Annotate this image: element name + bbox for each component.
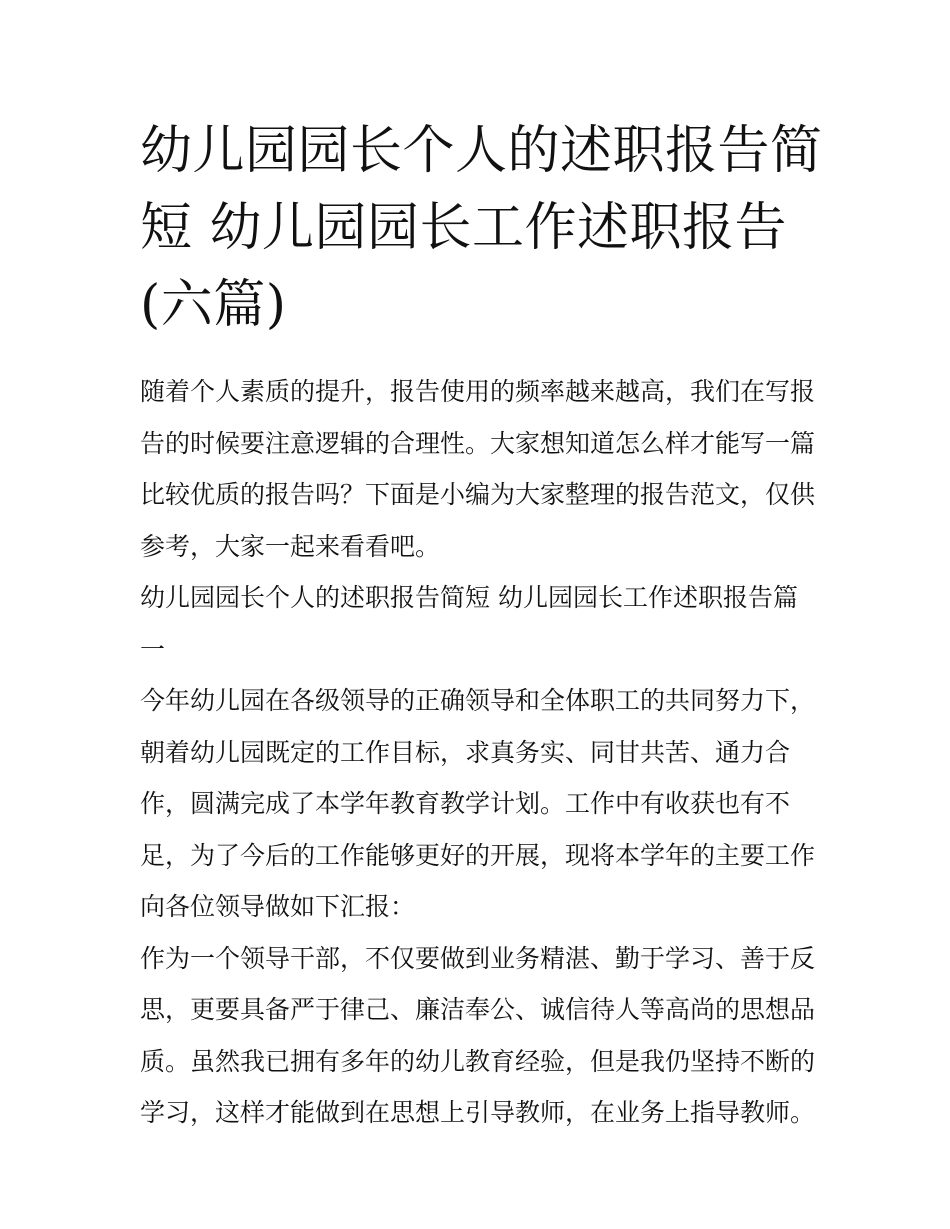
document-body [140, 366, 815, 1139]
text-line: 参考，大家一起来看看吧。 [140, 531, 441, 561]
document-title [140, 113, 823, 344]
text-line: 朝着幼儿园既定的工作目标，求真务实、同甘共苦、通力合 [140, 737, 791, 767]
text-line: 思，更要具备严于律己、廉洁奉公、诚信待人等高尚的思想品 [140, 995, 816, 1024]
text-line: 今年幼儿园在各级领导的正确领导和全体职工的共同努力下， [140, 686, 816, 715]
text-line: 一 [140, 634, 166, 664]
title-line: 短 幼儿园园长工作述职报告 [140, 198, 788, 258]
text-line: 向各位领导做如下汇报： [140, 892, 416, 921]
text-line: 比较优质的报告吗？下面是小编为大家整理的报告范文，仅供 [140, 480, 816, 509]
text-line: 学习，这样才能做到在思想上引导教师，在业务上指导教师。 [140, 1098, 816, 1127]
text-line: 质。虽然我已拥有多年的幼儿教育经验，但是我仍坚持不断的 [140, 1046, 816, 1076]
section-heading [140, 572, 815, 675]
text-line: 作，圆满完成了本学年教育教学计划。工作中有收获也有不 [140, 789, 791, 818]
body-paragraph [140, 933, 815, 1139]
body-paragraph [140, 675, 815, 933]
text-line: 作为一个领导干部，不仅要做到业务精湛、勤于学习、善于反 [140, 943, 816, 973]
title-line: (六篇) [140, 275, 287, 335]
text-line: 幼儿园园长个人的述职报告简短 幼儿园园长工作述职报告篇 [140, 583, 798, 612]
intro-paragraph [140, 366, 815, 572]
title-line: 幼儿园园长个人的述职报告简 [140, 121, 823, 181]
text-line: 足，为了今后的工作能够更好的开展，现将本学年的主要工作 [140, 840, 816, 870]
text-line: 告的时候要注意逻辑的合理性。大家想知道怎么样才能写一篇 [140, 428, 816, 458]
document-content [140, 113, 823, 1139]
text-line: 随着个人素质的提升，报告使用的频率越来越高，我们在写报 [140, 377, 816, 406]
